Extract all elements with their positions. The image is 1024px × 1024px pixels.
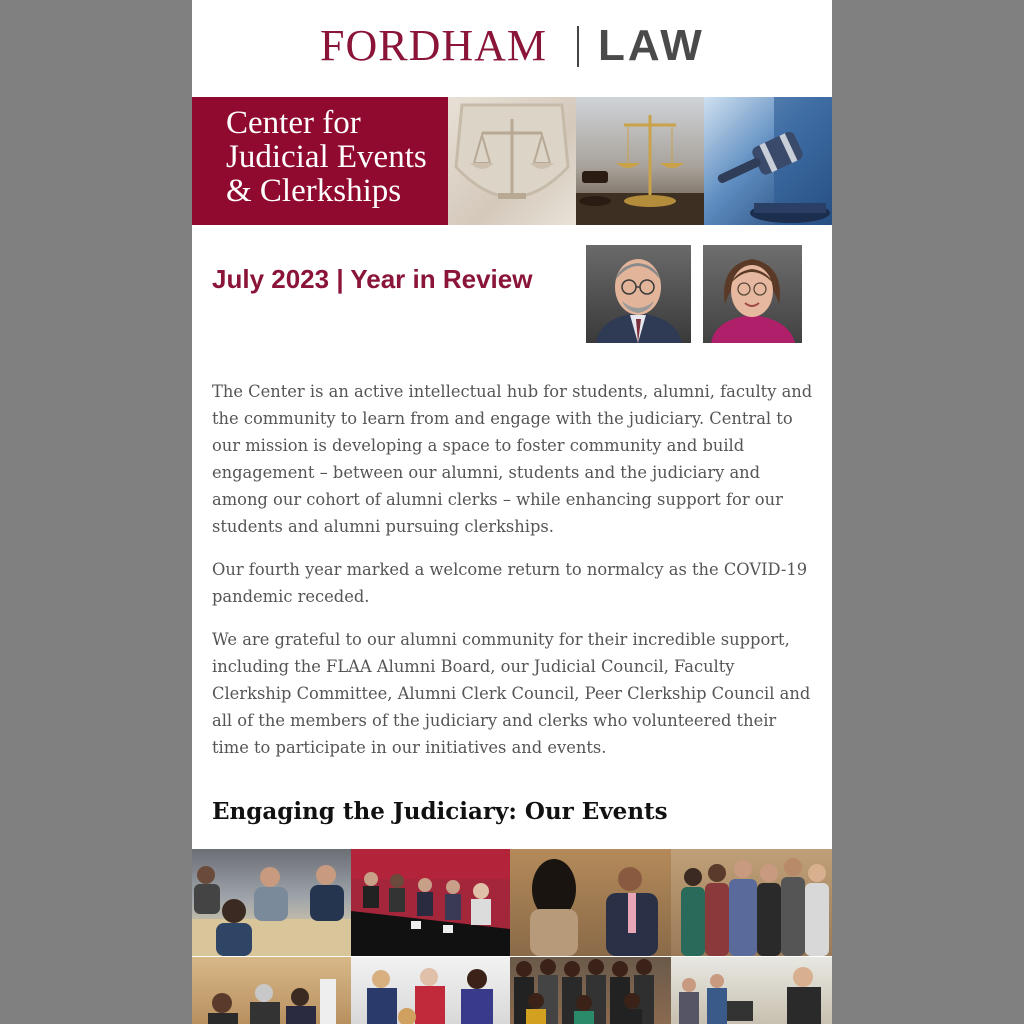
banner-title-line: & Clerkships [226,173,402,209]
event-photo[interactable] [351,849,510,956]
associate-director-portrait [703,245,802,343]
event-photo[interactable] [510,849,671,956]
event-photo[interactable] [671,849,832,956]
event-photo[interactable] [192,957,351,1024]
event-photo[interactable] [671,957,832,1024]
scales-image [576,97,704,225]
intro-text [212,378,814,777]
intro-paragraph: We are grateful to our alumni community for their incredible support, including the FLAA Alumni Board, our Judicial Council, Faculty Clerkship Committee, Alumni Clerk Council, Peer Clerkship Council and all of the members of the judiciary and clerks who volunteered their time to participate in our initiatives and events. [212,630,811,757]
email-body [192,0,832,1024]
intro-paragraph: Our fourth year marked a welcome return to normalcy as the COVID-19 pandemic receded. [212,560,808,606]
gavel-image [704,97,832,225]
intro-paragraph: The Center is an active intellectual hub for students, alumni, faculty and the community to learn from and engage with the judiciary. Central to our mission is developing a space to foster community and build engagement – between our alumni, students and the judiciary and among our cohort of alumni clerks – while enhancing support for our students and alumni pursuing clerkships. [212,382,813,536]
banner-title-line: Center for [226,105,361,141]
fordham-wordmark: FORDHAM [320,21,548,70]
logo-header[interactable] [192,0,832,97]
banner-title [192,97,448,225]
director-portrait [586,245,691,343]
banner-title-line: Judicial Events [226,139,427,175]
issue-title: July 2023 | Year in Review [212,264,533,294]
logo-divider [577,26,579,67]
law-wordmark: LAW [598,21,705,70]
events-section-heading: Engaging the Judiciary: Our Events [212,798,668,825]
seal-image [448,97,576,225]
center-banner [192,97,832,225]
event-photo[interactable] [192,849,351,956]
event-photo[interactable] [351,957,510,1024]
event-photo[interactable] [510,957,671,1024]
